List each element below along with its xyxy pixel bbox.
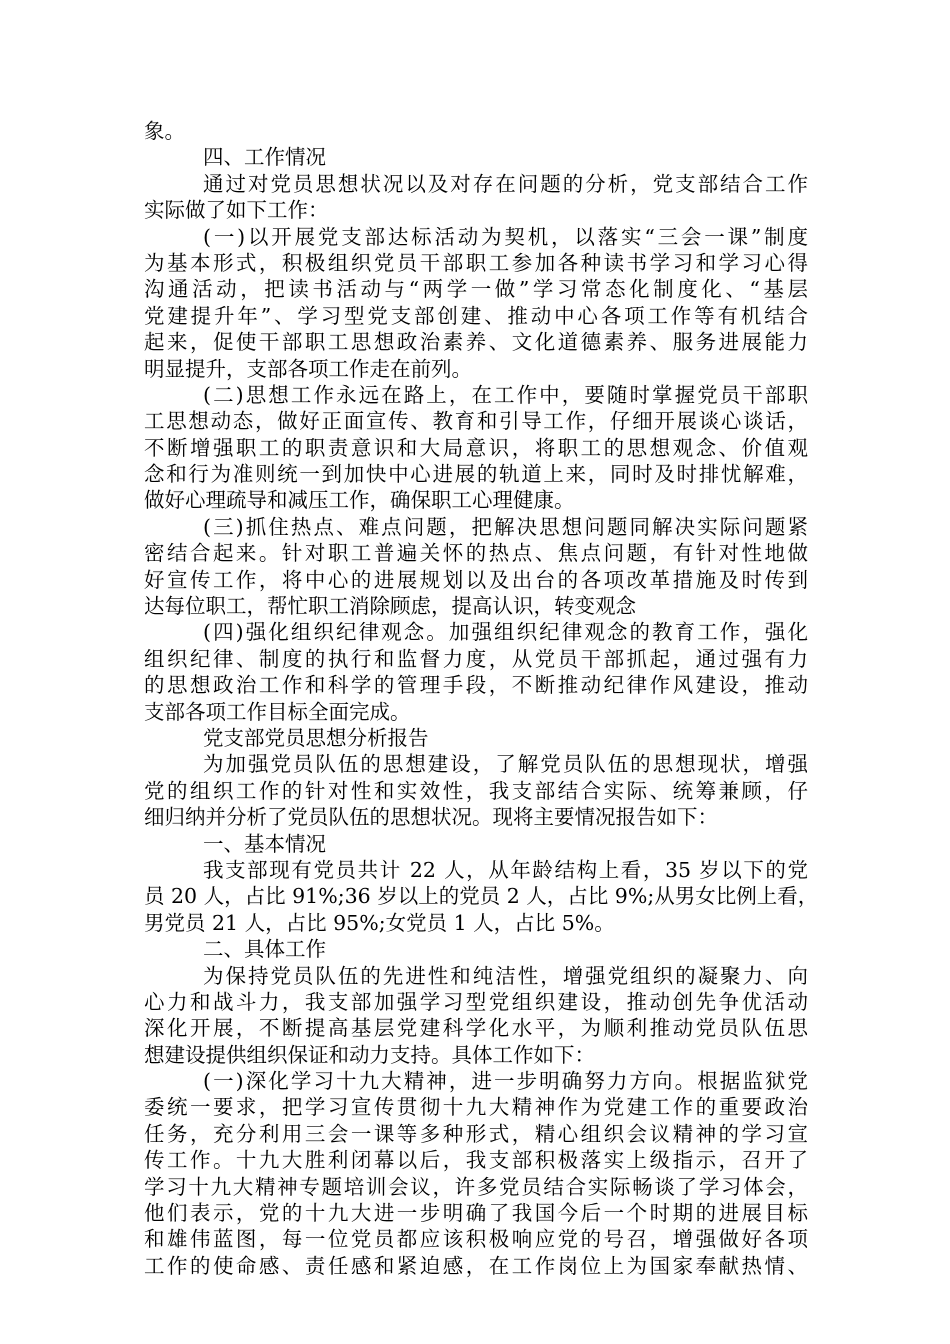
text-line: 党建提升年”、学习型党支部创建、推动中心各项工作等有机结合: [144, 303, 808, 328]
text-line: 四、工作情况: [203, 145, 326, 170]
text-line: (一)以开展党支部达标活动为契机，以落实“三会一课”制度: [203, 224, 808, 249]
text-line: 心力和战斗力，我支部加强学习型党组织建设，推动创先争优活动: [144, 989, 808, 1014]
text-line: (三)抓住热点、难点问题，把解决思想问题同解决实际问题紧: [203, 514, 808, 539]
text-line: 党支部党员思想分析报告: [203, 725, 429, 750]
text-line: 不断增强职工的职责意识和大局意识，将职工的思想观念、价值观: [144, 435, 808, 460]
text-line: (一)深化学习十九大精神，进一步明确努力方向。根据监狱党: [203, 1069, 808, 1094]
text-line: (二)思想工作永远在路上，在工作中，要随时掌握党员干部职: [203, 382, 808, 407]
text-line: 传工作。十九大胜利闭幕以后，我支部积极落实上级指示，召开了: [144, 1148, 808, 1173]
text-line: 组织纪律、制度的执行和监督力度，从党员干部抓起，通过强有力: [144, 646, 808, 671]
text-line: 明显提升，支部各项工作走在前列。: [144, 356, 472, 381]
text-line: 实际做了如下工作：: [144, 198, 329, 223]
text-line: 密结合起来。针对职工普遍关怀的热点、焦点问题，有针对性地做: [144, 541, 808, 566]
text-line: 深化开展，不断提高基层党建科学化水平，为顺利推动党员队伍思: [144, 1016, 808, 1041]
text-line: 为加强党员队伍的思想建设，了解党员队伍的思想现状，增强: [203, 752, 808, 777]
text-line: 念和行为准则统一到加快中心进展的轨道上来，同时及时排忧解难，: [144, 462, 808, 487]
text-line: 我支部现有党员共计 22 人，从年龄结构上看，35 岁以下的党: [203, 857, 808, 882]
text-line: 为保持党员队伍的先进性和纯洁性，增强党组织的凝聚力、向: [203, 963, 808, 988]
text-line: 工思想动态，做好正面宣传、教育和引导工作，仔细开展谈心谈话，: [144, 409, 808, 434]
text-line: 好宣传工作，将中心的进展规划以及出台的各项改革措施及时传到: [144, 567, 808, 592]
text-line: 和雄伟蓝图，每一位党员都应该积极响应党的号召，增强做好各项: [144, 1227, 808, 1252]
text-line: 委统一要求，把学习宣传贯彻十九大精神作为党建工作的重要政治: [144, 1095, 808, 1120]
text-line: 任务，充分利用三会一课等多种形式，精心组织会议精神的学习宣: [144, 1121, 808, 1146]
text-line: 象。: [144, 119, 185, 143]
text-line: 为基本形式，积极组织党员干部职工参加各种读书学习和学习心得: [144, 250, 808, 275]
text-line: 达每位职工，帮忙职工消除顾虑，提高认识，转变观念: [144, 594, 636, 619]
text-line: 员 20 人，占比 91%;36 岁以上的党员 2 人，占比 9%;从男女比例上看，: [144, 884, 819, 909]
text-line: 沟通活动，把读书活动与“两学一做”学习常态化制度化、“基层: [144, 277, 808, 302]
text-line: 通过对党员思想状况以及对存在问题的分析，党支部结合工作: [203, 171, 808, 196]
text-line: 他们表示，党的十九大进一步明确了我国今后一个时期的进展目标: [144, 1201, 808, 1226]
text-line: (四)强化组织纪律观念。加强组织纪律观念的教育工作，强化: [203, 620, 808, 645]
text-line: 一、基本情况: [203, 831, 326, 856]
text-line: 工作的使命感、责任感和紧迫感，在工作岗位上为国家奉献热情、: [144, 1253, 808, 1278]
text-line: 做好心理疏导和减压工作，确保职工心理健康。: [144, 488, 575, 513]
text-line: 党的组织工作的针对性和实效性，我支部结合实际、统筹兼顾，仔: [144, 778, 808, 803]
text-line: 起来，促使干部职工思想政治素养、文化道德素养、服务进展能力: [144, 330, 808, 355]
text-line: 男党员 21 人，占比 95%;女党员 1 人，占比 5%。: [144, 910, 615, 935]
text-line: 的思想政治工作和科学的管理手段，不断推动纪律作风建设，推动: [144, 673, 808, 698]
text-line: 学习十九大精神专题培训会议，许多党员结合实际畅谈了学习体会，: [144, 1174, 808, 1199]
text-line: 二、具体工作: [203, 937, 326, 962]
text-line: 支部各项工作目标全面完成。: [144, 699, 411, 724]
text-line: 细归纳并分析了党员队伍的思想状况。现将主要情况报告如下：: [144, 805, 718, 830]
document-body: [144, 118, 819, 1279]
text-line: 想建设提供组织保证和动力支持。具体工作如下：: [144, 1042, 595, 1067]
